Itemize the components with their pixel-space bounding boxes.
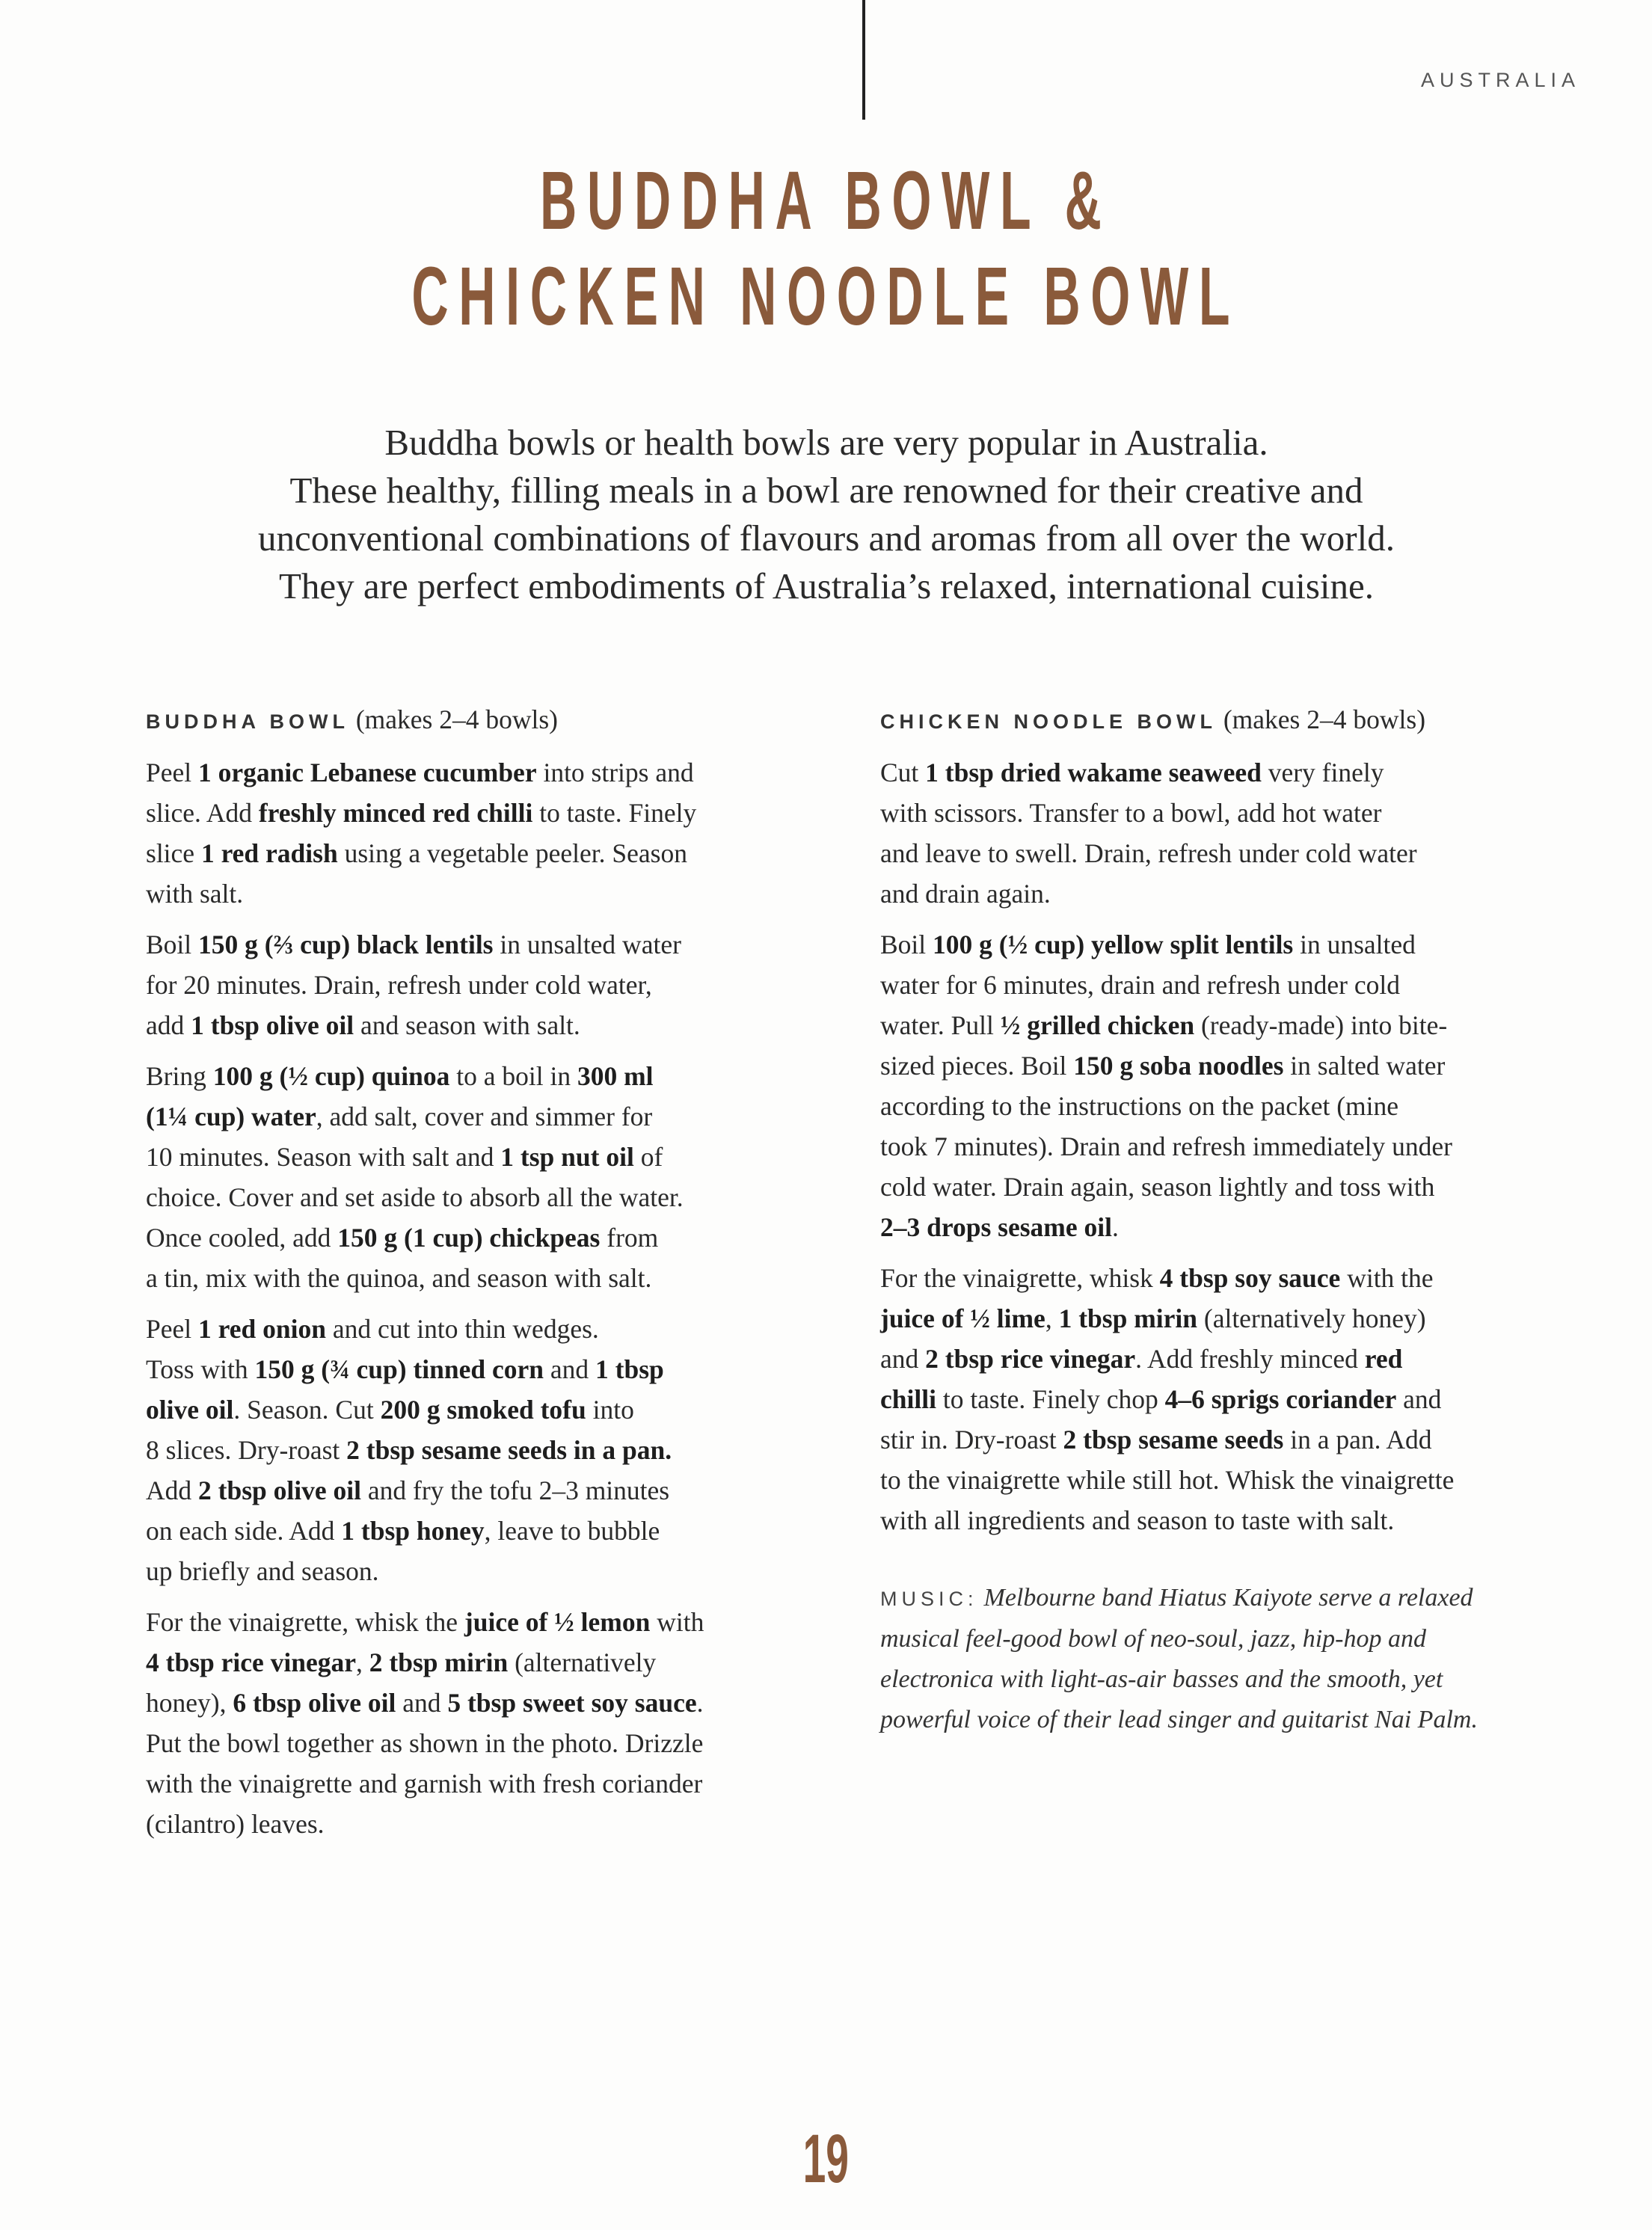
method-step xyxy=(146,1056,834,1298)
chicken-noodle-heading-line xyxy=(880,699,1587,742)
method-line xyxy=(146,1511,834,1551)
method-text: up briefly and season. xyxy=(146,1556,379,1586)
method-text: sized pieces. Boil xyxy=(880,1051,1074,1081)
ingredient-highlight: 100 g (½ cup) quinoa xyxy=(212,1061,450,1091)
method-text: Boil xyxy=(880,930,933,959)
method-line xyxy=(880,1045,1587,1086)
method-text: 10 minutes. Season with salt and xyxy=(146,1142,501,1172)
method-text: with the vinaigrette and garnish with fresh coriander xyxy=(146,1769,703,1799)
ingredient-highlight: 5 tbsp sweet soy sauce xyxy=(447,1688,697,1718)
ingredient-highlight: 150 g soba noodles xyxy=(1073,1051,1284,1081)
method-line xyxy=(880,1419,1587,1460)
method-line xyxy=(146,924,834,965)
ingredient-highlight: chilli xyxy=(880,1384,936,1414)
method-line xyxy=(146,1683,834,1723)
method-text: a tin, mix with the quinoa, and season with salt. xyxy=(146,1263,652,1293)
method-text: and drain again. xyxy=(880,879,1051,909)
method-line xyxy=(146,1642,834,1683)
method-line xyxy=(880,1086,1587,1126)
method-step xyxy=(880,924,1587,1247)
method-step xyxy=(880,752,1587,914)
method-line xyxy=(146,1430,834,1470)
method-text: with xyxy=(650,1607,704,1637)
method-line xyxy=(880,873,1587,914)
intro-line: unconventional combinations of flavours and aromas from all over the world. xyxy=(258,517,1395,559)
ingredient-highlight: 2 tbsp mirin xyxy=(369,1647,509,1677)
method-line xyxy=(146,1217,834,1258)
method-text: with all ingredients and season to taste with salt. xyxy=(880,1505,1395,1535)
method-text: stir in. Dry-roast xyxy=(880,1425,1063,1455)
method-text: 8 slices. Dry-roast xyxy=(146,1435,347,1465)
chicken-noodle-column xyxy=(880,699,1587,1551)
method-text: in unsalted water xyxy=(493,930,681,959)
method-step xyxy=(880,1258,1587,1541)
method-text: with scissors. Transfer to a bowl, add hot water xyxy=(880,798,1382,828)
method-text: and fry the tofu 2–3 minutes xyxy=(360,1475,670,1505)
method-text: . Add freshly minced xyxy=(1135,1344,1365,1374)
ingredient-highlight: 4 tbsp rice vinegar xyxy=(146,1647,357,1677)
method-text: in unsalted xyxy=(1293,930,1416,959)
method-step xyxy=(146,924,834,1045)
intro-line: Buddha bowls or health bowls are very popular in Australia. xyxy=(384,422,1268,463)
ingredient-highlight: 150 g (¾ cup) tinned corn xyxy=(254,1354,544,1384)
method-text: slice xyxy=(146,838,201,868)
method-text: in a pan. Add xyxy=(1283,1425,1432,1455)
page-number: 19 xyxy=(802,2121,850,2197)
method-text: and xyxy=(396,1688,448,1718)
method-text: , xyxy=(1045,1303,1059,1333)
method-line xyxy=(880,833,1587,873)
method-line xyxy=(880,1005,1587,1045)
method-text: in salted water xyxy=(1283,1051,1446,1081)
ingredient-highlight: 1 red radish xyxy=(200,838,338,868)
method-text: slice. Add xyxy=(146,798,259,828)
method-text: For the vinaigrette, whisk xyxy=(880,1263,1160,1293)
method-line xyxy=(146,1602,834,1642)
method-text: Peel xyxy=(146,758,198,787)
method-line xyxy=(146,965,834,1005)
method-text: to taste. Finely xyxy=(532,798,697,828)
page-title xyxy=(314,153,1339,345)
method-line xyxy=(146,1096,834,1137)
chicken-noodle-heading: CHICKEN NOODLE BOWL xyxy=(880,710,1217,733)
music-line: powerful voice of their lead singer and guitarist Nai Palm. xyxy=(880,1706,1478,1733)
method-text: (alternatively honey) xyxy=(1197,1303,1426,1333)
ingredient-highlight: 200 g smoked tofu xyxy=(380,1395,586,1425)
method-line xyxy=(146,1056,834,1096)
ingredient-highlight: 300 ml xyxy=(577,1061,654,1091)
music-label: MUSIC: xyxy=(880,1588,978,1610)
method-text: . xyxy=(1111,1212,1119,1242)
method-text: and cut into thin wedges. xyxy=(325,1314,599,1344)
method-text: and xyxy=(544,1354,596,1384)
ingredient-highlight: 4–6 sprigs coriander xyxy=(1164,1384,1397,1414)
ingredient-highlight: 2–3 drops sesame oil xyxy=(880,1212,1112,1242)
ingredient-highlight: 2 tbsp olive oil xyxy=(198,1475,361,1505)
method-text: for 20 minutes. Drain, refresh under cold water, xyxy=(146,970,652,1000)
method-text: cold water. Drain again, season lightly and toss with xyxy=(880,1172,1435,1202)
buddha-bowl-column xyxy=(146,699,834,1855)
ingredient-highlight: 2 tbsp rice vinegar xyxy=(925,1344,1136,1374)
method-line xyxy=(146,1177,834,1217)
method-line xyxy=(880,924,1587,965)
method-line xyxy=(146,1349,834,1389)
intro-line: They are perfect embodiments of Australia’s relaxed, international cuisine. xyxy=(278,565,1375,606)
method-text: . xyxy=(696,1688,704,1718)
method-line xyxy=(880,1500,1587,1541)
method-text: to taste. Finely chop xyxy=(936,1384,1165,1414)
ingredient-highlight: (1¼ cup) water xyxy=(146,1102,316,1131)
method-line xyxy=(880,1167,1587,1207)
method-text: and xyxy=(1396,1384,1442,1414)
method-text: Toss with xyxy=(146,1354,255,1384)
method-text: and xyxy=(880,1344,926,1374)
method-line xyxy=(146,1137,834,1177)
method-text: . Season. Cut xyxy=(233,1395,381,1425)
method-text: Once cooled, add xyxy=(146,1223,338,1253)
method-text: , xyxy=(356,1647,369,1677)
method-line xyxy=(880,1379,1587,1419)
ingredient-highlight: 100 g (½ cup) yellow split lentils xyxy=(933,930,1294,959)
method-text: with the xyxy=(1340,1263,1434,1293)
method-text: Bring xyxy=(146,1061,213,1091)
ingredient-highlight: 1 tsp nut oil xyxy=(500,1142,634,1172)
method-line xyxy=(880,1460,1587,1500)
method-line xyxy=(146,1763,834,1804)
buddha-bowl-method xyxy=(146,752,834,1844)
ingredient-highlight: freshly minced red chilli xyxy=(258,798,533,828)
method-line xyxy=(880,1126,1587,1167)
ingredient-highlight: 1 tbsp mirin xyxy=(1058,1303,1197,1333)
method-text: into strips and xyxy=(536,758,694,787)
ingredient-highlight: 4 tbsp soy sauce xyxy=(1159,1263,1341,1293)
method-text: to a boil in xyxy=(449,1061,577,1091)
method-text: from xyxy=(600,1223,659,1253)
method-text: very finely xyxy=(1261,758,1384,787)
method-line xyxy=(146,1309,834,1349)
ingredient-highlight: 1 tbsp olive oil xyxy=(191,1010,354,1040)
method-text: Cut xyxy=(880,758,926,787)
ingredient-highlight: ½ grilled chicken xyxy=(1000,1010,1195,1040)
method-text: (cilantro) leaves. xyxy=(146,1809,325,1839)
method-line xyxy=(146,1258,834,1298)
method-text: to the vinaigrette while still hot. Whisk the vinaigrette xyxy=(880,1465,1455,1495)
ingredient-highlight: 1 red onion xyxy=(198,1314,326,1344)
music-note xyxy=(880,1578,1587,1740)
method-line xyxy=(146,873,834,914)
method-text: and season with salt. xyxy=(354,1010,580,1040)
method-line xyxy=(880,1339,1587,1379)
title-line-1: BUDDHA BOWL & xyxy=(540,155,1112,247)
section-label: AUSTRALIA xyxy=(1420,69,1580,91)
ingredient-highlight: 150 g (⅔ cup) black lentils xyxy=(198,930,494,959)
ingredient-highlight: 1 organic Lebanese cucumber xyxy=(198,758,537,787)
method-text: choice. Cover and set aside to absorb all the water. xyxy=(146,1182,684,1212)
method-line xyxy=(146,1005,834,1045)
buddha-bowl-yield: (makes 2–4 bowls) xyxy=(355,704,558,734)
ingredient-highlight: 1 tbsp honey xyxy=(341,1516,485,1546)
method-text: For the vinaigrette, whisk the xyxy=(146,1607,464,1637)
music-line: musical feel-good bowl of neo-soul, jazz, hip-hop and xyxy=(880,1625,1427,1653)
method-text: Put the bowl together as shown in the photo. Drizzle xyxy=(146,1728,704,1758)
method-text: , add salt, cover and simmer for xyxy=(316,1102,653,1131)
ingredient-highlight: juice of ½ lime xyxy=(880,1303,1045,1333)
method-line xyxy=(146,1804,834,1844)
method-text: add xyxy=(146,1010,191,1040)
method-line xyxy=(146,1389,834,1430)
method-line xyxy=(146,833,834,873)
method-line xyxy=(880,752,1587,793)
chicken-noodle-yield: (makes 2–4 bowls) xyxy=(1223,704,1426,734)
intro-paragraph xyxy=(150,419,1503,610)
chicken-noodle-method xyxy=(880,752,1587,1541)
method-text: (ready-made) into bite- xyxy=(1194,1010,1448,1040)
music-line: electronica with light-as-air basses and the smooth, yet xyxy=(880,1665,1443,1693)
ingredient-highlight: 6 tbsp olive oil xyxy=(233,1688,396,1718)
method-text: according to the instructions on the packet (mine xyxy=(880,1091,1399,1121)
method-text: into xyxy=(586,1395,634,1425)
buddha-bowl-heading-line xyxy=(146,699,834,742)
method-line xyxy=(146,1551,834,1591)
method-text: Peel xyxy=(146,1314,198,1344)
method-text: on each side. Add xyxy=(146,1516,342,1546)
ingredient-highlight: 1 tbsp xyxy=(595,1354,664,1384)
method-text: of xyxy=(633,1142,663,1172)
ingredient-highlight: juice of ½ lemon xyxy=(464,1607,651,1637)
method-line xyxy=(880,793,1587,833)
ingredient-highlight: red xyxy=(1364,1344,1403,1374)
method-step xyxy=(146,1602,834,1844)
method-line xyxy=(880,1258,1587,1298)
method-text: using a vegetable peeler. Season xyxy=(337,838,687,868)
method-text: water for 6 minutes, drain and refresh under cold xyxy=(880,970,1400,1000)
method-text: with salt. xyxy=(146,879,244,909)
music-line xyxy=(880,1578,1587,1619)
method-text: Boil xyxy=(146,930,199,959)
music-text: Melbourne band Hiatus Kaiyote serve a relaxed xyxy=(983,1584,1473,1612)
ingredient-highlight: 2 tbsp sesame seeds xyxy=(1063,1425,1284,1455)
ingredient-highlight: 150 g (1 cup) chickpeas xyxy=(337,1223,601,1253)
buddha-bowl-heading: BUDDHA BOWL xyxy=(146,710,349,733)
method-text: water. Pull xyxy=(880,1010,1001,1040)
method-text: took 7 minutes). Drain and refresh immediately under xyxy=(880,1131,1453,1161)
method-line xyxy=(880,965,1587,1005)
ingredient-highlight: olive oil xyxy=(146,1395,234,1425)
ingredient-highlight: 1 tbsp dried wakame seaweed xyxy=(925,758,1262,787)
method-line xyxy=(146,793,834,833)
ingredient-highlight: 2 tbsp sesame seeds in a pan. xyxy=(346,1435,672,1465)
method-text: , leave to bubble xyxy=(484,1516,660,1546)
method-text: Add xyxy=(146,1475,199,1505)
method-line xyxy=(880,1207,1587,1247)
method-step xyxy=(146,1309,834,1591)
method-step xyxy=(146,752,834,914)
title-line-2: CHICKEN NOODLE BOWL xyxy=(411,251,1241,343)
method-line xyxy=(146,1723,834,1763)
method-text: honey), xyxy=(146,1688,233,1718)
method-text: and leave to swell. Drain, refresh under cold water xyxy=(880,838,1417,868)
intro-line: These healthy, filling meals in a bowl are renowned for their creative and xyxy=(289,470,1363,511)
method-line xyxy=(880,1298,1587,1339)
method-line xyxy=(146,1470,834,1511)
gutter-line xyxy=(862,0,865,120)
method-line xyxy=(146,752,834,793)
method-text: (alternatively xyxy=(508,1647,657,1677)
